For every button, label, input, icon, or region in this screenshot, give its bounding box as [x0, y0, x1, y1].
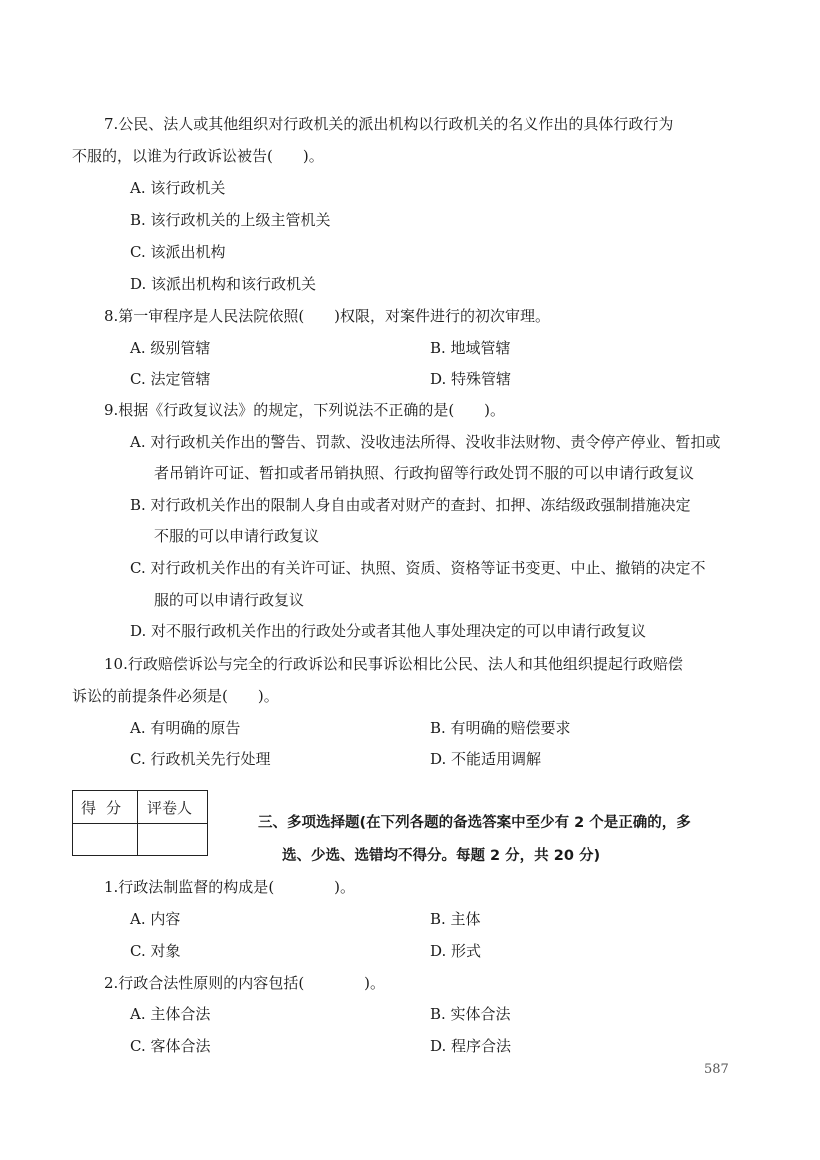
q7-option-b: B. 该行政机关的上级主管机关: [130, 211, 331, 229]
m1-option-c: C. 对象: [130, 942, 181, 960]
q10-option-b: B. 有明确的赔偿要求: [430, 719, 571, 737]
q8-option-a: A. 级别管辖: [130, 339, 211, 357]
q10-option-d: D. 不能适用调解: [430, 750, 542, 768]
m2-option-a: A. 主体合法: [130, 1005, 211, 1023]
q7-stem-line1: 7.公民、法人或其他组织对行政机关的派出机构以行政机关的名义作出的具体行政行为: [104, 115, 674, 133]
m1-option-d: D. 形式: [430, 942, 482, 960]
m2-option-c: C. 客体合法: [130, 1037, 211, 1055]
score-box: [72, 790, 208, 856]
page-number: 587: [704, 1062, 729, 1077]
q8-option-c: C. 法定管辖: [130, 370, 211, 388]
q7-option-c: C. 该派出机构: [130, 243, 226, 261]
q9-option-b-line2: 不服的可以申请行政复议: [154, 527, 320, 545]
m2-option-b: B. 实体合法: [430, 1005, 511, 1023]
q9-option-b-line1: B. 对行政机关作出的限制人身自由或者对财产的查封、扣押、冻结级政强制措施决定: [130, 496, 691, 514]
q8-stem: 8.第一审程序是人民法院依照( )权限，对案件进行的初次审理。: [104, 307, 551, 325]
q10-stem-line2: 诉讼的前提条件必须是( )。: [72, 687, 279, 705]
q9-stem: 9.根据《行政复议法》的规定，下列说法不正确的是( )。: [104, 401, 506, 419]
q7-stem-line2: 不服的，以谁为行政诉讼被告( )。: [72, 147, 324, 165]
m1-option-a: A. 内容: [130, 910, 181, 928]
score-box-divider-v: [137, 791, 138, 855]
q9-option-c-line1: C. 对行政机关作出的有关许可证、执照、资质、资格等证书变更、中止、撤销的决定不: [130, 559, 706, 577]
section3-heading-line1: 三、多项选择题(在下列各题的备选答案中至少有 2 个是正确的，多: [258, 815, 691, 831]
score-label: 得分: [81, 799, 132, 817]
m1-option-b: B. 主体: [430, 910, 481, 928]
q9-option-a-line1: A. 对行政机关作出的警告、罚款、没收违法所得、没收非法财物、责令停产停业、暂扣或: [130, 433, 721, 451]
q9-option-d: D. 对不服行政机关作出的行政处分或者其他人事处理决定的可以申请行政复议: [130, 622, 647, 640]
grader-label: 评卷人: [147, 799, 193, 817]
q10-option-a: A. 有明确的原告: [130, 719, 241, 737]
q9-option-c-line2: 服的可以申请行政复议: [154, 591, 305, 609]
q8-option-d: D. 特殊管辖: [430, 370, 512, 388]
section3-heading-line2: 选、少选、选错均不得分。每题 2 分，共 20 分): [282, 848, 601, 864]
q8-option-b: B. 地域管辖: [430, 339, 511, 357]
q10-stem-line1: 10.行政赔偿诉讼与完全的行政诉讼和民事诉讼相比公民、法人和其他组织提起行政赔偿: [104, 655, 683, 673]
m2-stem: 2.行政合法性原则的内容包括( )。: [104, 974, 386, 992]
q9-option-a-line2: 者吊销许可证、暂扣或者吊销执照、行政拘留等行政处罚不服的可以申请行政复议: [154, 464, 695, 482]
m1-stem: 1.行政法制监督的构成是( )。: [104, 878, 356, 896]
q7-option-a: A. 该行政机关: [130, 179, 226, 197]
m2-option-d: D. 程序合法: [430, 1037, 512, 1055]
q10-option-c: C. 行政机关先行处理: [130, 750, 271, 768]
q7-option-d: D. 该派出机构和该行政机关: [130, 275, 317, 293]
